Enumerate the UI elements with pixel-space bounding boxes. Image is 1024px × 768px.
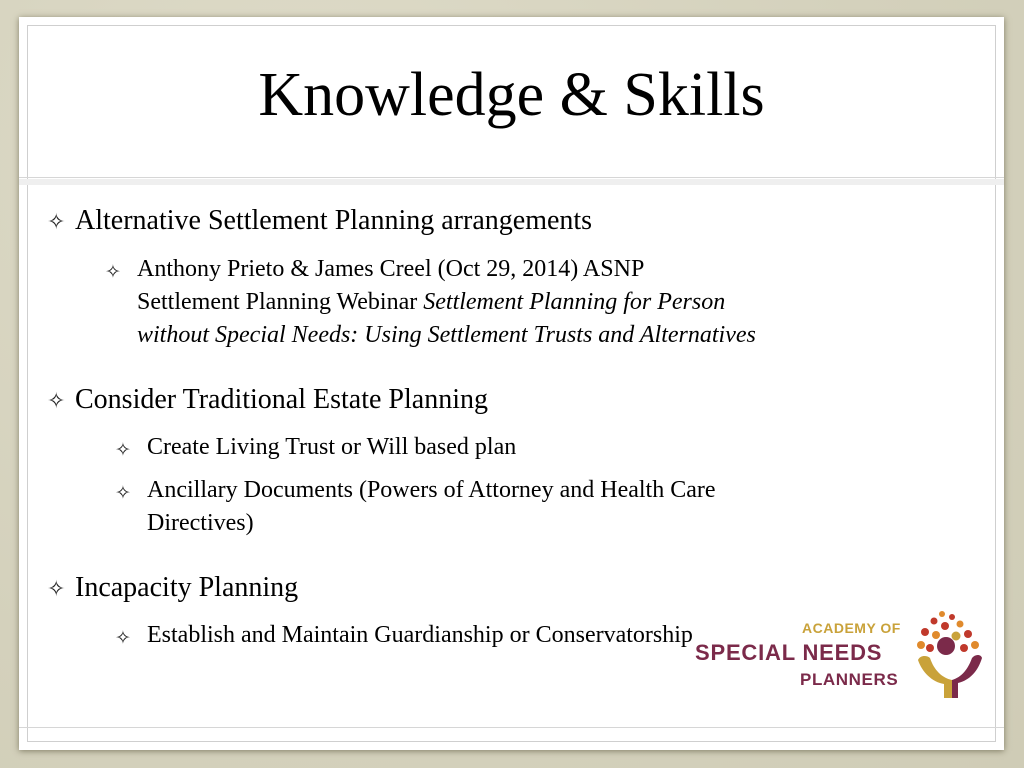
four-point-star-icon: ✧ xyxy=(47,576,66,601)
bullet-level1 xyxy=(47,205,592,237)
bullet-level2 xyxy=(137,253,756,352)
sub-bullet-line: Create Living Trust or Will based plan xyxy=(147,434,517,460)
webinar-title-text: without Special Needs: Using Settlement Trusts and Alternatives xyxy=(137,322,756,348)
sub-bullet-line: Directives) xyxy=(147,510,254,536)
footer-divider xyxy=(19,727,1004,728)
bullet-level2 xyxy=(147,619,693,652)
bullet-text: Consider Traditional Estate Planning xyxy=(75,384,488,415)
logo-text-academy: ACADEMY OF xyxy=(802,620,901,636)
hands-tree-logo-icon xyxy=(912,608,988,700)
four-point-star-icon: ✧ xyxy=(115,628,131,649)
sub-bullet-text: Settlement Planning Webinar xyxy=(137,289,424,315)
four-point-star-icon: ✧ xyxy=(47,388,66,413)
webinar-title-text: Settlement Planning for Person xyxy=(423,289,726,315)
bullet-level1 xyxy=(47,384,488,416)
sub-bullet-line: Establish and Maintain Guardianship or Conservatorship xyxy=(147,622,693,648)
four-point-star-icon: ✧ xyxy=(115,440,131,461)
bullet-level1 xyxy=(47,572,298,604)
four-point-star-icon: ✧ xyxy=(47,209,66,234)
bullet-text: Alternative Settlement Planning arrangements xyxy=(75,205,593,236)
sub-bullet-line: Anthony Prieto & James Creel (Oct 29, 2014) ASNP xyxy=(137,256,645,282)
logo-text-special-needs: SPECIAL NEEDS xyxy=(695,640,883,665)
four-point-star-icon: ✧ xyxy=(105,262,121,283)
sub-bullet-line xyxy=(137,286,756,319)
bullet-text: Incapacity Planning xyxy=(75,572,299,603)
title-divider xyxy=(19,179,1004,185)
title-area xyxy=(19,17,1004,178)
logo-text-planners: PLANNERS xyxy=(800,670,899,689)
sub-bullet-line: Ancillary Documents (Powers of Attorney and Health Care xyxy=(147,477,716,503)
bullet-level2 xyxy=(147,474,716,540)
four-point-star-icon: ✧ xyxy=(115,483,131,504)
slide-title: Knowledge & Skills xyxy=(258,61,765,129)
asnp-logo xyxy=(690,600,970,700)
bullet-level2 xyxy=(147,431,516,464)
